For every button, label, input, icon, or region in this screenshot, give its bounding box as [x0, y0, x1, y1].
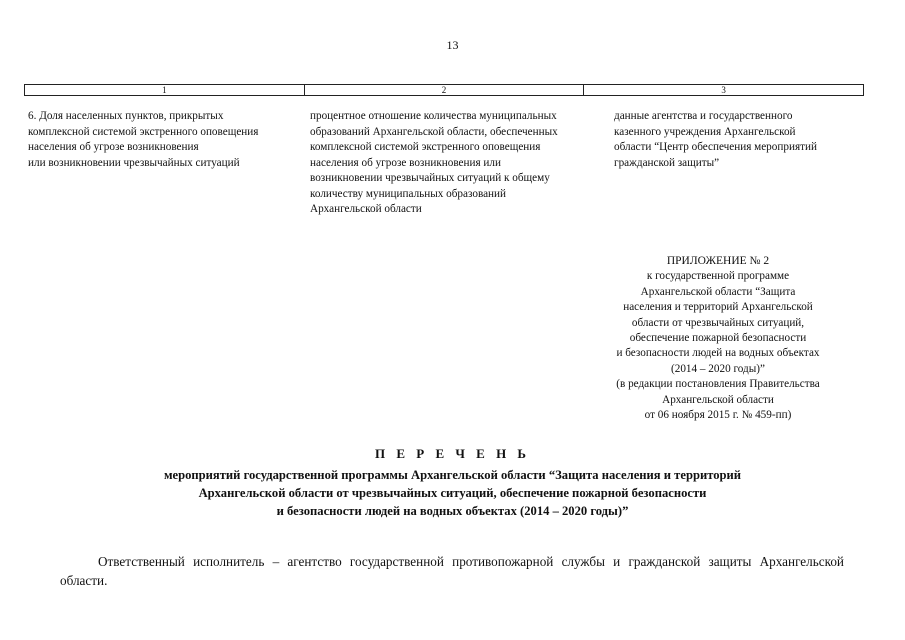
appendix-line: области от чрезвычайных ситуаций, [631, 316, 805, 329]
column-header-3: 3 [584, 85, 864, 96]
subtitle-line: мероприятий государственной программы Архангельской области “Защита населения и территорий [163, 468, 742, 482]
appendix-line: (в редакции постановления Правительства [616, 378, 820, 391]
appendix-line: обеспечение пожарной безопасности [629, 332, 807, 345]
indicator-calculation-cell: процентное отношение количества муниципальных образований Архангельской области, обеспеченных комплексной системой экстренного оповещения населения об угрозе возникновения или возникновении чрезвычайных ситуаций к общему количеству муниципальных образований Архангельской области [310, 110, 558, 215]
appendix-line: к государственной программе [646, 270, 790, 283]
column-header-row [25, 85, 864, 96]
column-header-table [24, 84, 864, 96]
appendix-title: ПРИЛОЖЕНИЕ № 2 [666, 255, 770, 267]
responsible-executor-paragraph [60, 552, 844, 590]
appendix-line: (2014 – 2020 годы)” [671, 362, 765, 375]
appendix-line: Архангельской области [662, 393, 774, 406]
appendix-line: населения и территорий Архангельской [623, 301, 813, 314]
document-subtitle [60, 466, 845, 520]
subtitle-line: Архангельской области от чрезвычайных ситуаций, обеспечение пожарной безопасности [198, 486, 707, 500]
subtitle-line: и безопасности людей на водных объектах (2014 – 2020 годы)” [276, 504, 629, 518]
document-title: П Е Р Е Ч Е Н Ь [374, 446, 531, 461]
page-number: 13 [446, 38, 459, 52]
responsible-executor-text: Ответственный исполнитель – агентство государственной противопожарной службы и гражданской защиты Архангельской области. [60, 554, 844, 588]
appendix-block [588, 254, 848, 423]
appendix-line: Архангельской области “Защита [640, 285, 796, 298]
column-header-1: 1 [25, 85, 305, 96]
column-header-2: 2 [304, 85, 584, 96]
appendix-line: от 06 ноября 2015 г. № 459-пп) [644, 409, 792, 422]
indicator-source-cell: данные агентства и государственного казенного учреждения Архангельской области “Центр обеспечения мероприятий гражданской защиты” [614, 110, 817, 169]
indicator-name-cell: 6. Доля населенных пунктов, прикрытых комплексной системой экстренного оповещения населения об угрозе возникновения или возникновении чрезвычайных ситуаций [28, 110, 259, 169]
appendix-line: и безопасности людей на водных объектах [616, 347, 820, 360]
